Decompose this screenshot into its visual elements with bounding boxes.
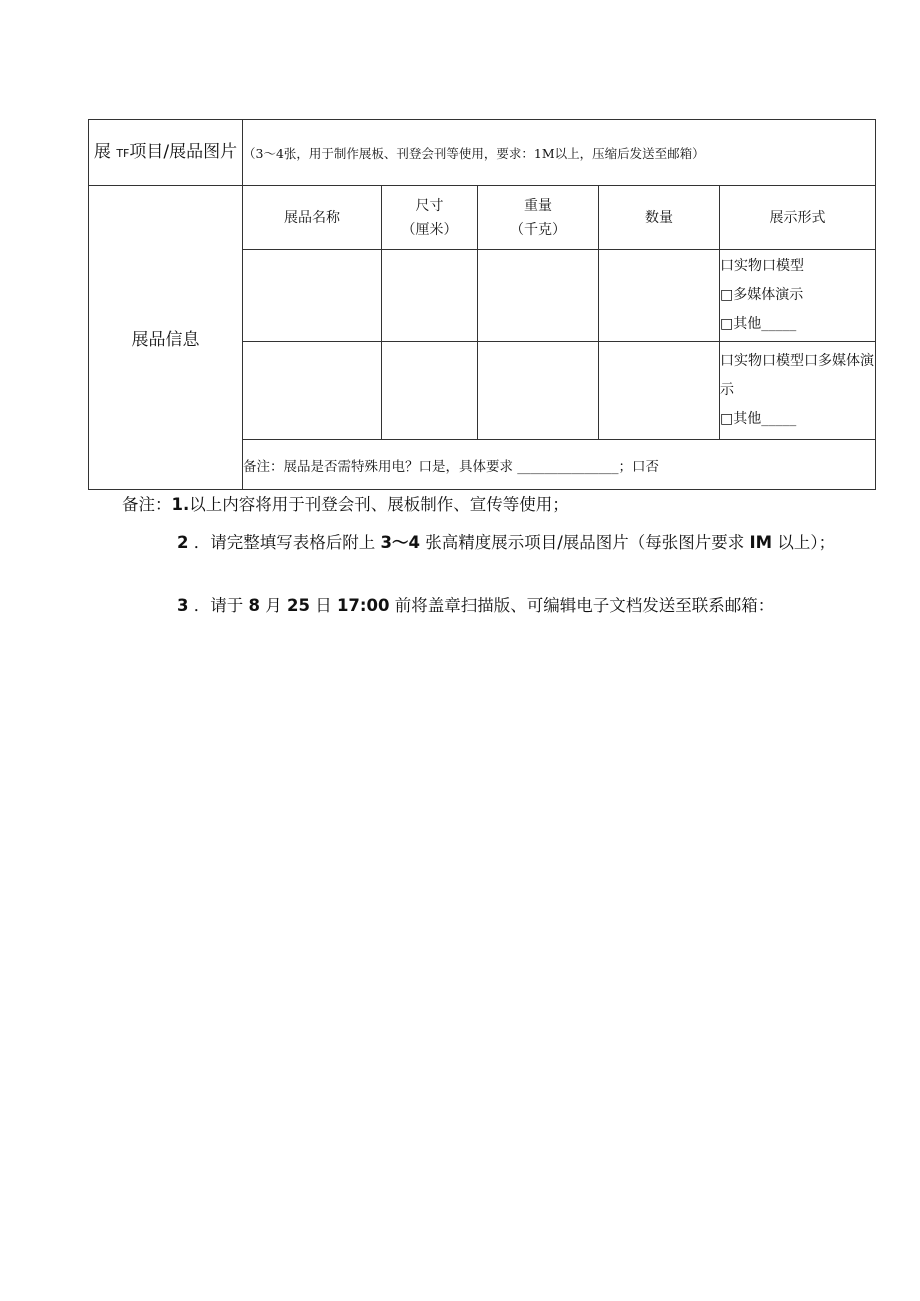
display-options-1[interactable] xyxy=(720,250,876,342)
power-remark[interactable]: 备注：展品是否需特殊用电？口是，具体要求 _______________；口否 xyxy=(243,440,876,490)
header-size: 尺寸 （厘米） xyxy=(382,186,478,250)
cell-size-1[interactable] xyxy=(382,250,478,342)
option-physical-model[interactable]: 口实物口模型 xyxy=(720,258,804,274)
note-3: 3 ．请于 8 月 25 日 17:00 前将盖章扫描版、可编辑电子文档发送至联系邮箱： xyxy=(177,596,775,615)
option-multimedia[interactable]: □多媒体演示 xyxy=(720,287,804,303)
cell-size-2[interactable] xyxy=(382,342,478,440)
cell-name-1[interactable] xyxy=(243,250,382,342)
header-display-form: 展示形式 xyxy=(720,186,876,250)
display-options-2[interactable] xyxy=(720,342,876,440)
note-1: 备注：1.以上内容将用于刊登会刊、展板制作、宣传等使用； xyxy=(122,495,569,514)
cell-quantity-1[interactable] xyxy=(599,250,720,342)
cell-weight-1[interactable] xyxy=(478,250,599,342)
note-2: 2 ．请完整填写表格后附上 3～4 张高精度展示项目/展品图片（每张图片要求 IM 以上）； xyxy=(177,533,836,552)
exhibit-header-row xyxy=(89,186,876,250)
exhibit-info-form xyxy=(88,119,876,490)
cell-name-2[interactable] xyxy=(243,342,382,440)
photo-row xyxy=(89,120,876,186)
header-weight: 重量 （千克） xyxy=(478,186,599,250)
cell-weight-2[interactable] xyxy=(478,342,599,440)
option-other[interactable]: □其他_____ xyxy=(720,316,797,332)
option-other[interactable]: □其他_____ xyxy=(720,411,797,427)
header-name: 展品名称 xyxy=(243,186,382,250)
cell-quantity-2[interactable] xyxy=(599,342,720,440)
photo-note[interactable]: （3～4张，用于制作展板、刊登会刊等使用，要求：1M以上，压缩后发送至邮箱） xyxy=(243,120,876,186)
header-quantity: 数量 xyxy=(599,186,720,250)
photo-label: 展 TF项目/展品图片 xyxy=(89,120,243,186)
option-physical-model-multimedia[interactable]: 口实物口模型口多媒体演示 xyxy=(720,353,874,398)
exhibit-info-label: 展品信息 xyxy=(89,186,243,490)
